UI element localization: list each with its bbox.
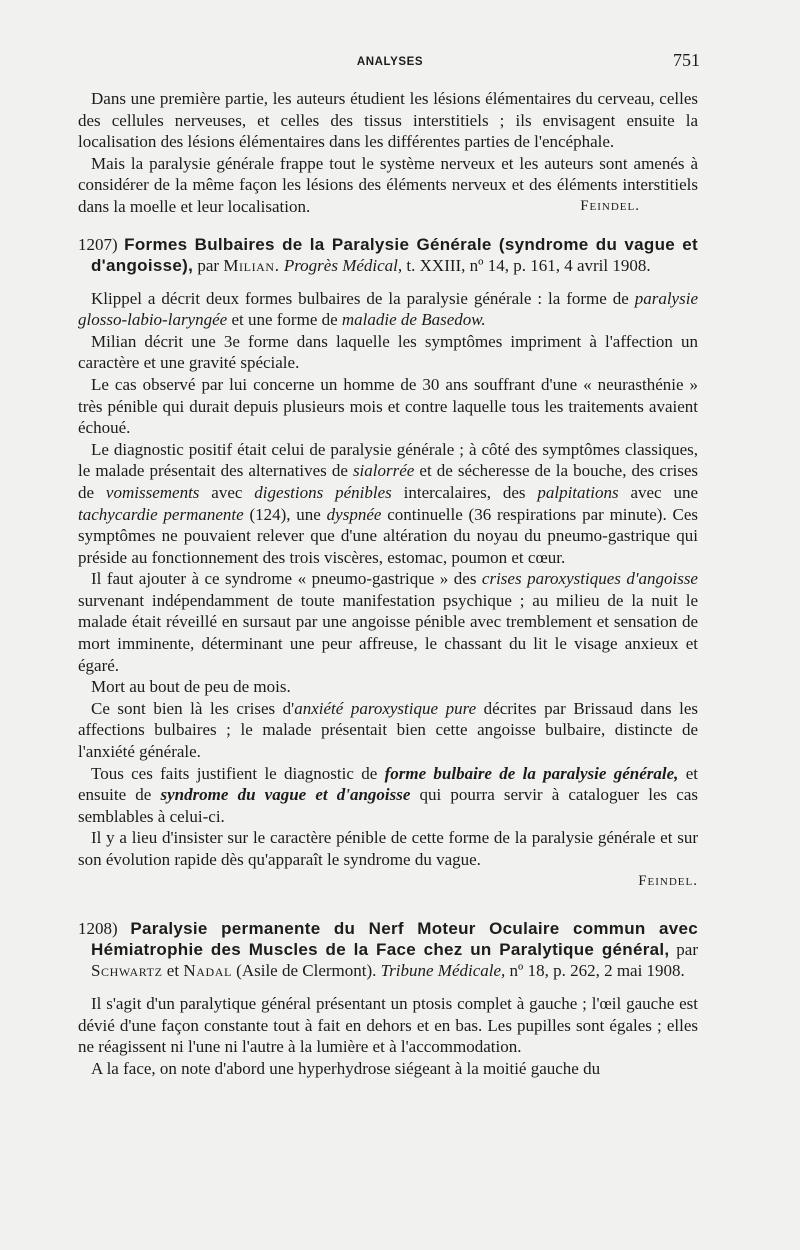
text: et une forme de	[227, 310, 342, 330]
article-ref: t. XXIII, nº 14, p. 161, 4 avril 1908.	[402, 255, 651, 275]
article-by: par	[669, 940, 698, 960]
article-ref: nº 18, p. 262, 2 mai 1908.	[505, 961, 685, 981]
article-title: Formes Bulbaires de la Paralysie Générale (syndrome du vague et d'angoisse),	[91, 234, 699, 275]
article-1207-paragraph-2: Milian décrit une 3e forme dans laquelle les symptômes impriment à l'affection un caractère et une gravité spéciale.	[78, 331, 698, 373]
emphasis: vomissements	[105, 482, 200, 502]
article-1207-paragraph-7	[78, 698, 698, 763]
text: (124), une	[243, 504, 327, 524]
article-number: 1208)	[78, 919, 118, 939]
text: continuelle (36 respirations par minute). Ces symptômes ne pouvaient relever que d'une altération du noyau du pneumo-gastrique qui préside au fonctionnement des trois viscères, estomac, poumon et cœur.	[78, 504, 698, 567]
article-author-1: Schwartz	[91, 961, 163, 981]
article-1207-paragraph-4	[78, 439, 698, 569]
emphasis: tachycardie permanente	[78, 504, 244, 524]
text: Le diagnostic positif était celui de paralysie générale ; à côté des symptômes classiques, le malade présentait des alternatives de	[78, 439, 698, 481]
article-1208-paragraph-2: A la face, on note d'abord une hyperhydrose siégeant à la moitié gauche du	[91, 1058, 601, 1078]
intro-paragraph-2	[78, 153, 698, 218]
emphasis: anxiété paroxystique pure	[294, 698, 477, 718]
emphasis: syndrome du vague et d'angoisse	[160, 785, 411, 805]
emphasis: digestions pénibles	[254, 482, 392, 502]
signature-feindel-2: Feindel.	[638, 872, 698, 889]
emphasis: sialorrée	[352, 461, 415, 481]
text: survenant indépendamment de toute manifestation psychique ; au milieu de la nuit le malade était réveillé en sursaut par une angoisse pénible avec tremblement et sensation de mort imminente, déterminant une peur affreuse, le chassant du lit le visage anxieux et égaré.	[78, 590, 698, 675]
text: et de sécheresse de la bouche, des crises de	[78, 461, 698, 502]
article-1207-paragraph-1	[78, 288, 698, 331]
article-journal: Tribune Médicale,	[380, 961, 506, 981]
page-body	[78, 88, 698, 1080]
article-1207-paragraph-6: Mort au bout de peu de mois.	[91, 677, 291, 697]
article-author: Milian.	[223, 255, 280, 275]
text: et ensuite de	[78, 763, 698, 805]
article-1208-heading	[78, 918, 698, 981]
text: Tous ces faits justifient le diagnostic de	[91, 763, 385, 783]
text: décrites par Brissaud dans les affections bulbaires ; le malade présentait bien cette angoisse bulbaire, distincte de l'anxiété générale.	[78, 698, 698, 762]
emphasis: paralysie glosso-labio-laryngée	[78, 288, 698, 330]
text: qui pourra servir à cataloguer les cas semblables à celui-ci.	[78, 785, 698, 826]
article-1207-paragraph-9: Il y a lieu d'insister sur le caractère pénible de cette forme de la paralysie générale et sur son évolution rapide dès qu'apparaît le syndrome du vague.	[78, 828, 698, 869]
intro-paragraph-2-text: Mais la paralysie générale frappe tout le système nerveux et les auteurs sont amenés à considérer de la même façon les lésions des éléments nerveux et des éléments interstitiels dans la moelle et leur localisation.	[78, 153, 698, 216]
article-journal: Progrès Médical,	[283, 255, 403, 275]
article-1207-paragraph-8	[78, 763, 698, 828]
article-by: par	[193, 255, 224, 275]
article-1207-paragraph-3: Le cas observé par lui concerne un homme de 30 ans souffrant d'une « neurasthénie » très pénible qui durait depuis plusieurs mois et contre laquelle tous les traitements avaient échoué.	[78, 374, 698, 438]
article-number: 1207)	[78, 234, 118, 254]
running-head: ANALYSES	[356, 56, 424, 68]
emphasis: dyspnée	[326, 504, 382, 524]
text: Klippel a décrit deux formes bulbaires de la paralysie générale : la forme de	[91, 288, 635, 308]
emphasis: forme bulbaire de la paralysie générale,	[384, 763, 679, 783]
article-title: Paralysie permanente du Nerf Moteur Oculaire commun avec Hémiatrophie des Muscles de la Face chez un Paralytique général,	[91, 919, 699, 960]
text: avec une	[618, 482, 699, 502]
text: Ce sont bien là les crises d'	[91, 698, 295, 718]
intro-paragraph-1: Dans une première partie, les auteurs étudient les lésions élémentaires du cerveau, celles des cellules nerveuses, et celles des tissus interstitiels ; ils envisagent ensuite la localisation des lésions élémentaires dans les différentes parties de l'encéphale.	[78, 89, 698, 152]
page-number: 751	[673, 50, 700, 70]
signature-feindel-1: Feindel.	[580, 197, 640, 214]
emphasis: palpitations	[537, 482, 619, 502]
emphasis: maladie de Basedow.	[341, 310, 486, 330]
article-affiliation: (Asile de Clermont).	[231, 961, 381, 981]
emphasis: crises paroxystiques d'angoisse	[481, 569, 698, 589]
article-1208-paragraph-1: Il s'agit d'un paralytique général présentant un ptosis complet à gauche ; l'œil gauche est dévié d'une façon constante tout à fait en dehors et en bas. Les pupilles sont égales ; elles ne réagissent ni l'une ni l'autre à la lumière et à l'accommodation.	[78, 994, 698, 1057]
text: avec	[199, 482, 255, 502]
article-and: et	[162, 961, 184, 981]
page-header	[80, 50, 700, 74]
text: Il faut ajouter à ce syndrome « pneumo-gastrique » des	[91, 569, 482, 589]
article-1207-paragraph-5	[78, 568, 698, 676]
text: intercalaires, des	[391, 482, 538, 502]
article-author-2: Nadal	[183, 961, 232, 981]
article-1207-heading	[78, 234, 698, 276]
